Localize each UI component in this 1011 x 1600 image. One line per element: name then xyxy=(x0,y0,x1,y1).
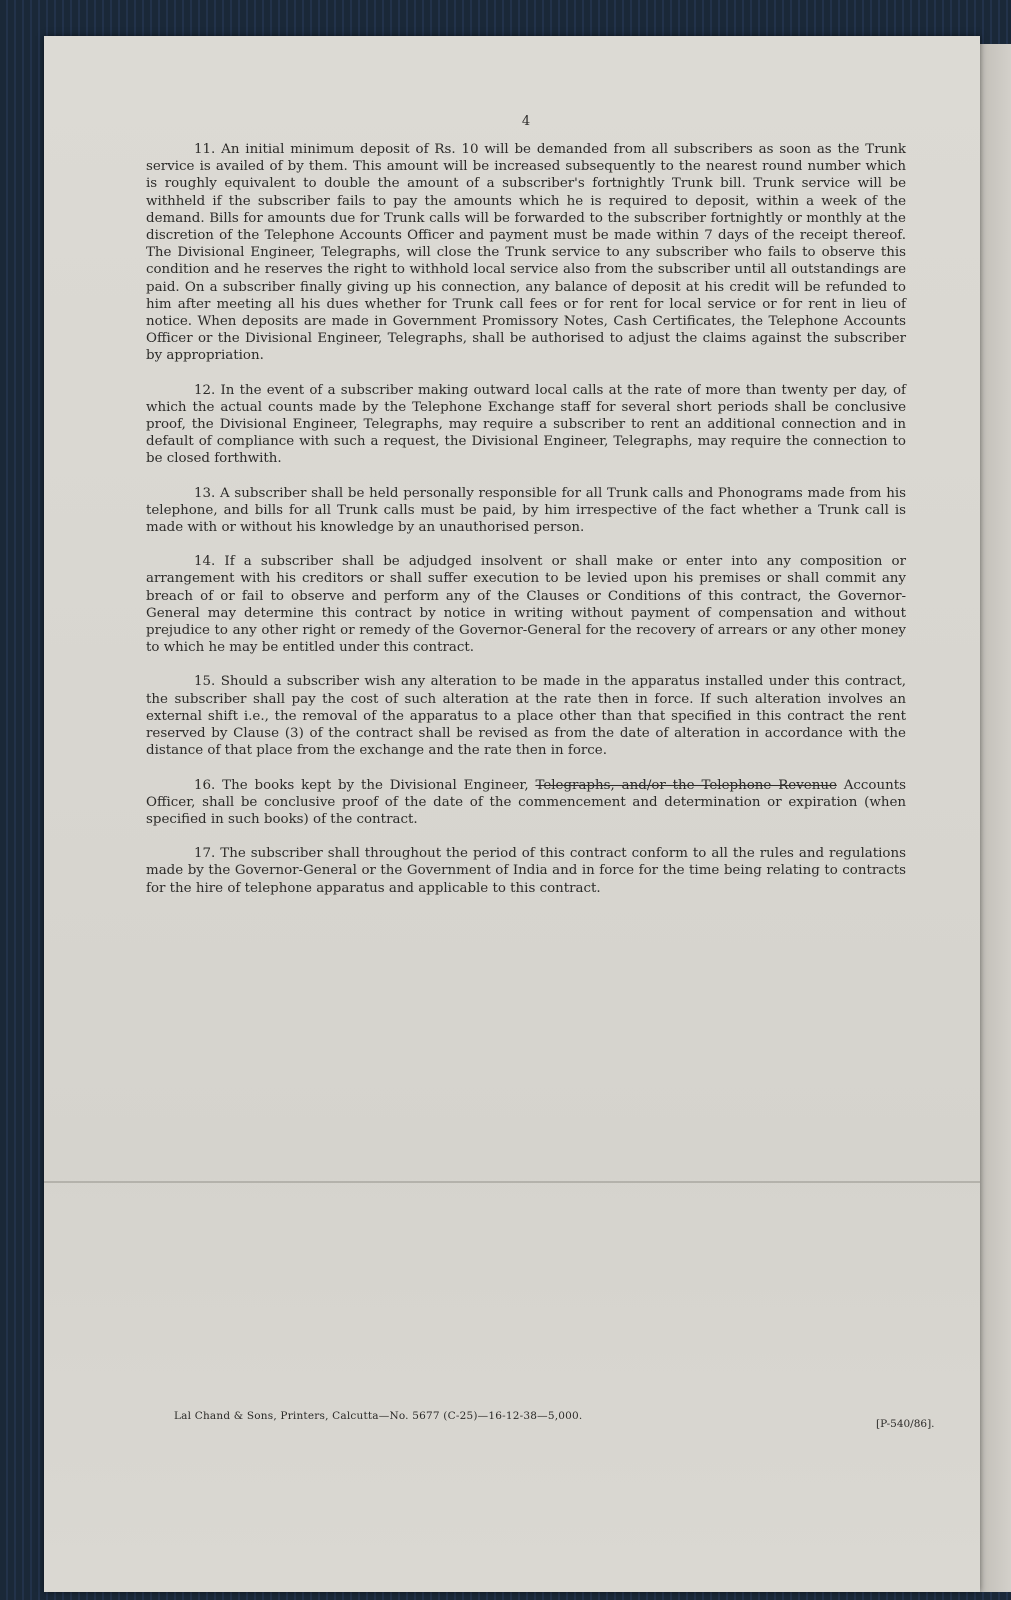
clause-11: 11. An initial minimum deposit of Rs. 10 will be demanded from all subscribers as soon as the Trunk service is availed of by them. This amount will be increased subsequently to the nearest round number which is roughly equivalent to double the amount of a subscriber's fortnightly Trunk bill. Trunk service will be withheld if the subscriber fails to pay the amounts which he is required to deposit, within a week of the demand. Bills for amounts due for Trunk calls will be forwarded to the subscriber fortnightly or monthly at the discretion of the Telephone Accounts Officer and payment must be made within 7 days of the receipt thereof. The Divisional Engineer, Telegraphs, will close the Trunk service to any subscriber who fails to observe this condition and he reserves the right to withhold local service also from the subscriber until all outstandings are paid. On a subscriber finally giving up his connection, any balance of deposit at his credit will be refunded to him after meeting all his dues whether for Trunk call fees or for rent for local service or for rent in lieu of notice. When deposits are made in Government Promissory Notes, Cash Certificates, the Telephone Accounts Officer or the Divisional Engineer, Telegraphs, shall be authorised to adjust the claims against the subscriber by appropriation. xyxy=(146,142,906,364)
clause-15: 15. Should a subscriber wish any alteration to be made in the apparatus installed under this contract, the subscriber shall pay the cost of such alteration at the rate then in force. If such alteration involves an external shift i.e., the removal of the apparatus to a place other than that specified in this contract the rent reserved by Clause (3) of the contract shall be revised as from the date of alteration in accordance with the distance of that place from the exchange and the rate then in force. xyxy=(146,674,906,759)
clause-13: 13. A subscriber shall be held personally responsible for all Trunk calls and Phonograms made from his telephone, and bills for all Trunk calls must be paid, by him irrespective of the fact whether a Trunk call is made with or without his knowledge by an unauthorised person. xyxy=(146,485,906,536)
clause-17: 17. The subscriber shall throughout the period of this contract conform to all the rules and regulations made by the Governor-General or the Government of India and in force for the time being relating to contracts for the hire of telephone apparatus and applicable to this contract. xyxy=(146,846,906,896)
printer-imprint: Lal Chand & Sons, Printers, Calcutta—No. 5677 (C-25)—16-12-38—5,000. xyxy=(174,1410,583,1422)
adjacent-page-edge xyxy=(975,44,1011,1592)
form-code: [P-540/86]. xyxy=(876,1418,935,1430)
clause-16 xyxy=(146,777,906,829)
paper-fold-line xyxy=(44,1181,980,1183)
clause-16-struck-text: Telegraphs, and/or the Telephone Revenue xyxy=(535,777,837,793)
page-content xyxy=(146,114,906,914)
clause-16-text-before: 16. The books kept by the Divisional Engineer, xyxy=(194,777,536,793)
clause-16-text-after: Accounts Officer, shall be conclusive proof of the date of the commencement and determination or expiration (when specified in such books) of the contract. xyxy=(146,777,906,827)
clause-14: 14. If a subscriber shall be adjudged insolvent or shall make or enter into any composition or arrangement with his creditors or shall suffer execution to be levied upon his premises or shall commit any breach of or fail to observe and perform any of the Clauses or Conditions of this contract, the Governor-General may determine this contract by notice in writing without payment of compensation and without prejudice to any other right or remedy of the Governor-General for the recovery of arrears or any other money to which he may be entitled under this contract. xyxy=(146,554,906,656)
page-number: 4 xyxy=(521,114,531,129)
document-page xyxy=(44,36,980,1592)
clause-12: 12. In the event of a subscriber making outward local calls at the rate of more than twenty per day, of which the actual counts made by the Telephone Exchange staff for several short periods shall be conclusive proof, the Divisional Engineer, Telegraphs, may require a subscriber to rent an additional connection and in default of compliance with such a request, the Divisional Engineer, Telegraphs, may require the connection to be closed forthwith. xyxy=(146,382,906,467)
